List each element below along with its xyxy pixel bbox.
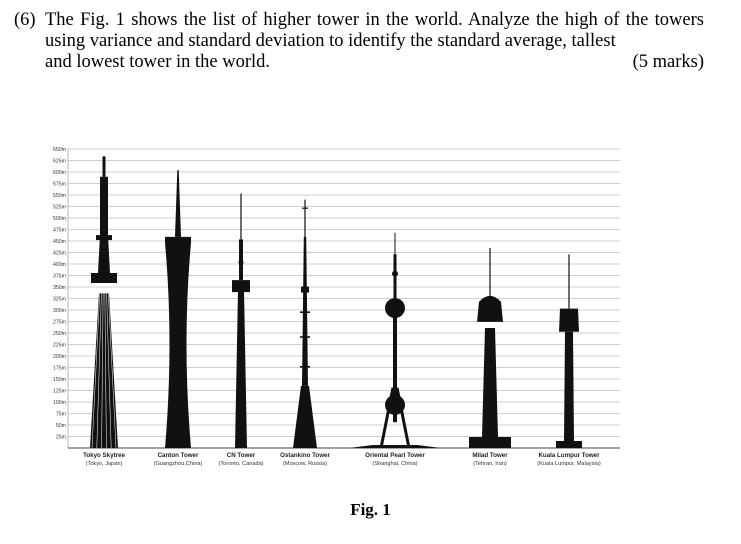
tower-location-label: (Toronto, Canada): [218, 461, 264, 467]
y-tick-label: 150m: [53, 376, 66, 383]
tower-mark: [469, 437, 511, 448]
y-tick-label: 550m: [53, 192, 66, 199]
tower-mark: [349, 445, 441, 448]
tower-location-label: (Tokyo, Japan): [85, 461, 123, 467]
y-tick-label: 25m: [55, 434, 66, 441]
y-tick-label: 250m: [53, 330, 66, 337]
tower-mark: [232, 280, 250, 292]
y-tick-label: 575m: [53, 181, 66, 188]
tower-mark: [304, 200, 305, 237]
tower-mark: [293, 386, 317, 448]
tower-mark: [559, 309, 579, 332]
question-text: The Fig. 1 shows the list of higher tower in the world. Analyze the high of the towers using variance and standard deviation to identify the standard average, tallest: [45, 10, 704, 51]
tower-mark: [175, 170, 181, 237]
tower-mark: [302, 208, 308, 209]
y-tick-label: 100m: [53, 399, 66, 406]
tower-mark: [103, 156, 106, 176]
tower-figure: [38, 143, 620, 473]
tower-mark: [564, 332, 574, 441]
y-tick-label: 650m: [53, 146, 66, 153]
tower-mark: [556, 441, 582, 448]
tower-name-label: Milad Tower: [472, 452, 508, 459]
question-last-line: [45, 52, 704, 73]
tower-mark: [385, 395, 405, 415]
question-number: (6): [14, 10, 36, 30]
tower-name-label: Ostankino Tower: [280, 452, 330, 459]
y-tick-label: 425m: [53, 250, 66, 257]
tower-mark: [300, 311, 310, 313]
y-tick-label: 275m: [53, 319, 66, 326]
tower-name-label: Tokyo Skytree: [83, 452, 125, 459]
tower-mark: [568, 254, 569, 308]
tower-mark: [239, 239, 243, 280]
tower-mark: [100, 177, 108, 235]
y-tick-label: 75m: [55, 411, 66, 418]
tower-mark: [394, 254, 397, 308]
y-tick-label: 300m: [53, 307, 66, 314]
tower-name-label: Canton Tower: [157, 452, 199, 459]
tower-location-label: (Shanghai, China): [372, 461, 418, 467]
y-tick-label: 200m: [53, 353, 66, 360]
question-text-end: and lowest tower in the world.: [45, 52, 271, 72]
y-tick-label: 50m: [55, 422, 66, 429]
figure-caption: Fig. 1: [350, 500, 391, 519]
y-tick-label: 375m: [53, 273, 66, 280]
tower-name-label: Kuala Lumpur Tower: [538, 452, 600, 459]
tower-mark: [489, 248, 490, 296]
tower-mark: [165, 237, 191, 448]
question-block: [14, 10, 704, 73]
y-tick-label: 475m: [53, 227, 66, 234]
y-tick-label: 500m: [53, 215, 66, 222]
y-tick-label: 625m: [53, 158, 66, 165]
tower-mark: [301, 287, 309, 293]
y-tick-label: 325m: [53, 296, 66, 303]
tower-mark: [98, 235, 110, 273]
tower-mark: [392, 271, 398, 277]
tower-location-label: (Guangzhou,China): [153, 461, 203, 467]
y-tick-label: 450m: [53, 238, 66, 245]
tower-mark: [240, 194, 241, 240]
tower-mark: [395, 233, 396, 255]
tower-mark: [477, 296, 503, 322]
tower-mark: [300, 366, 310, 368]
y-tick-label: 600m: [53, 169, 66, 176]
tower-mark: [90, 293, 118, 448]
tower-location-label: (Kuala Lumpur, Malaysia): [537, 461, 601, 467]
tower-mark: [91, 273, 117, 283]
tower-name-label: Oriental Pearl Tower: [365, 452, 425, 459]
tower-mark: [96, 235, 112, 240]
tower-chart: [38, 143, 620, 473]
y-tick-label: 400m: [53, 261, 66, 268]
y-tick-label: 525m: [53, 204, 66, 211]
tower-name-label: CN Tower: [226, 452, 256, 459]
tower-mark: [300, 336, 310, 338]
y-tick-label: 125m: [53, 388, 66, 395]
tower-mark: [235, 290, 247, 448]
y-tick-label: 175m: [53, 365, 66, 372]
tower-location-label: (Moscow, Russia): [282, 461, 328, 467]
y-tick-label: 350m: [53, 284, 66, 291]
marks-label: (5 marks): [632, 52, 704, 72]
tower-mark: [239, 260, 244, 265]
y-tick-label: 225m: [53, 342, 66, 349]
tower-location-label: (Tehran, Iran): [473, 461, 507, 467]
